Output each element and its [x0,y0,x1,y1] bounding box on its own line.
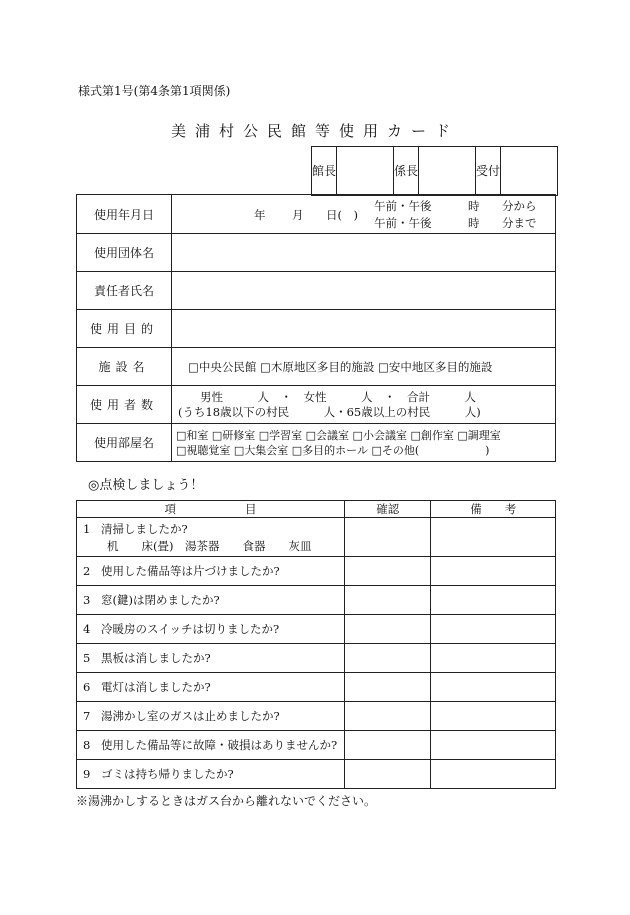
note-cell-8[interactable] [431,731,556,760]
page-title: 美浦村公民館等使用カード [170,122,459,140]
confirm-cell-7[interactable] [344,702,431,731]
note-cell-6[interactable] [431,673,556,702]
group-field[interactable] [172,234,556,272]
users-label: 使用者数 [77,386,172,424]
approval-stamp-director[interactable] [337,147,394,196]
table-row [77,702,556,731]
note-cell-4[interactable] [431,615,556,644]
facility-options[interactable]: □中央公民館 □木原地区多目的施設 □安中地区多目的施設 [172,348,556,386]
minute-from: 分から [502,199,537,213]
check-item-2: 2 使用した備品等は片づけましたか? [77,557,345,586]
usage-info-table [76,194,556,462]
date-field[interactable] [172,195,556,234]
confirm-cell-2[interactable] [344,557,431,586]
table-row [77,557,556,586]
rooms-label: 使用部屋名 [77,424,172,462]
note-cell-9[interactable] [431,760,556,789]
hour-start: 時 [468,199,480,213]
check-item-1-sub: 机 床(畳) 湯茶器 食器 灰皿 [107,538,312,553]
note-cell-2[interactable] [431,557,556,586]
approval-stamp-chief[interactable] [419,147,476,196]
approval-label-reception: 受付 [476,147,501,196]
check-item-9: 9 ゴミは持ち帰りましたか? [77,760,345,789]
rooms-options[interactable] [172,424,556,462]
confirm-cell-8[interactable] [344,731,431,760]
header-confirm: 確認 [344,501,431,518]
table-row [77,644,556,673]
check-item-8: 8 使用した備品等に故障・破損はありませんか? [77,731,345,760]
responsible-label: 責任者氏名 [77,272,172,310]
confirm-cell-4[interactable] [344,615,431,644]
ampm-end: 午前・午後 [374,216,432,230]
header-note: 備 考 [431,501,556,518]
date-month: 月 [292,208,304,222]
check-item-6: 6 電灯は消しましたか? [77,673,345,702]
header-item: 項 目 [77,501,345,518]
check-item-4: 4 冷暖房のスイッチは切りましたか? [77,615,345,644]
table-row [77,518,556,557]
minute-to: 分まで [502,216,537,230]
note-cell-5[interactable] [431,644,556,673]
confirm-cell-5[interactable] [344,644,431,673]
form-reference: 様式第1号(第4条第1項関係) [78,84,231,98]
note-cell-1[interactable] [431,518,556,557]
check-item-5: 5 黒板は消しましたか? [77,644,345,673]
date-day: 日( ) [326,208,358,222]
rooms-line-1: □和室 □研修室 □学習室 □会議室 □小会議室 □創作室 □調理室 [176,428,501,442]
table-row [77,731,556,760]
facility-label: 施設名 [77,348,172,386]
confirm-cell-9[interactable] [344,760,431,789]
rooms-line-2: □視聴覚室 □大集会室 □多目的ホール □その他( ) [176,443,490,457]
approval-stamp-reception[interactable] [501,147,558,196]
approval-stamp-table [311,146,558,196]
confirm-cell-3[interactable] [344,586,431,615]
users-line-2: (うち18歳以下の村民 人・65歳以上の村民 人) [178,404,481,419]
check-item-1: 1 清掃しましたか? 机 床(畳) 湯茶器 食器 灰皿 [77,518,345,557]
users-line-1: 男性 人 ・ 女性 人 ・ 合計 人 [200,389,476,404]
date-year: 年 [254,208,266,222]
check-item-7: 7 湯沸かし室のガスは止めましたか? [77,702,345,731]
checklist-table [76,500,556,789]
confirm-cell-1[interactable] [344,518,431,557]
footnote: ※湯沸かしするときはガス台から離れないでください。 [76,794,377,808]
users-field[interactable] [172,386,556,424]
purpose-field[interactable] [172,310,556,348]
confirm-cell-6[interactable] [344,673,431,702]
table-row [77,760,556,789]
approval-label-director: 館長 [312,147,337,196]
table-row [77,673,556,702]
note-cell-3[interactable] [431,586,556,615]
hour-end: 時 [468,216,480,230]
check-item-3: 3 窓(鍵)は閉めましたか? [77,586,345,615]
table-row [77,615,556,644]
note-cell-7[interactable] [431,702,556,731]
purpose-label: 使用目的 [77,310,172,348]
checklist-title: ◎点検しましょう！ [88,478,204,493]
table-row [77,586,556,615]
approval-label-chief: 係長 [394,147,419,196]
responsible-field[interactable] [172,272,556,310]
date-label: 使用年月日 [77,195,172,234]
group-label: 使用団体名 [77,234,172,272]
ampm-start: 午前・午後 [374,199,432,213]
